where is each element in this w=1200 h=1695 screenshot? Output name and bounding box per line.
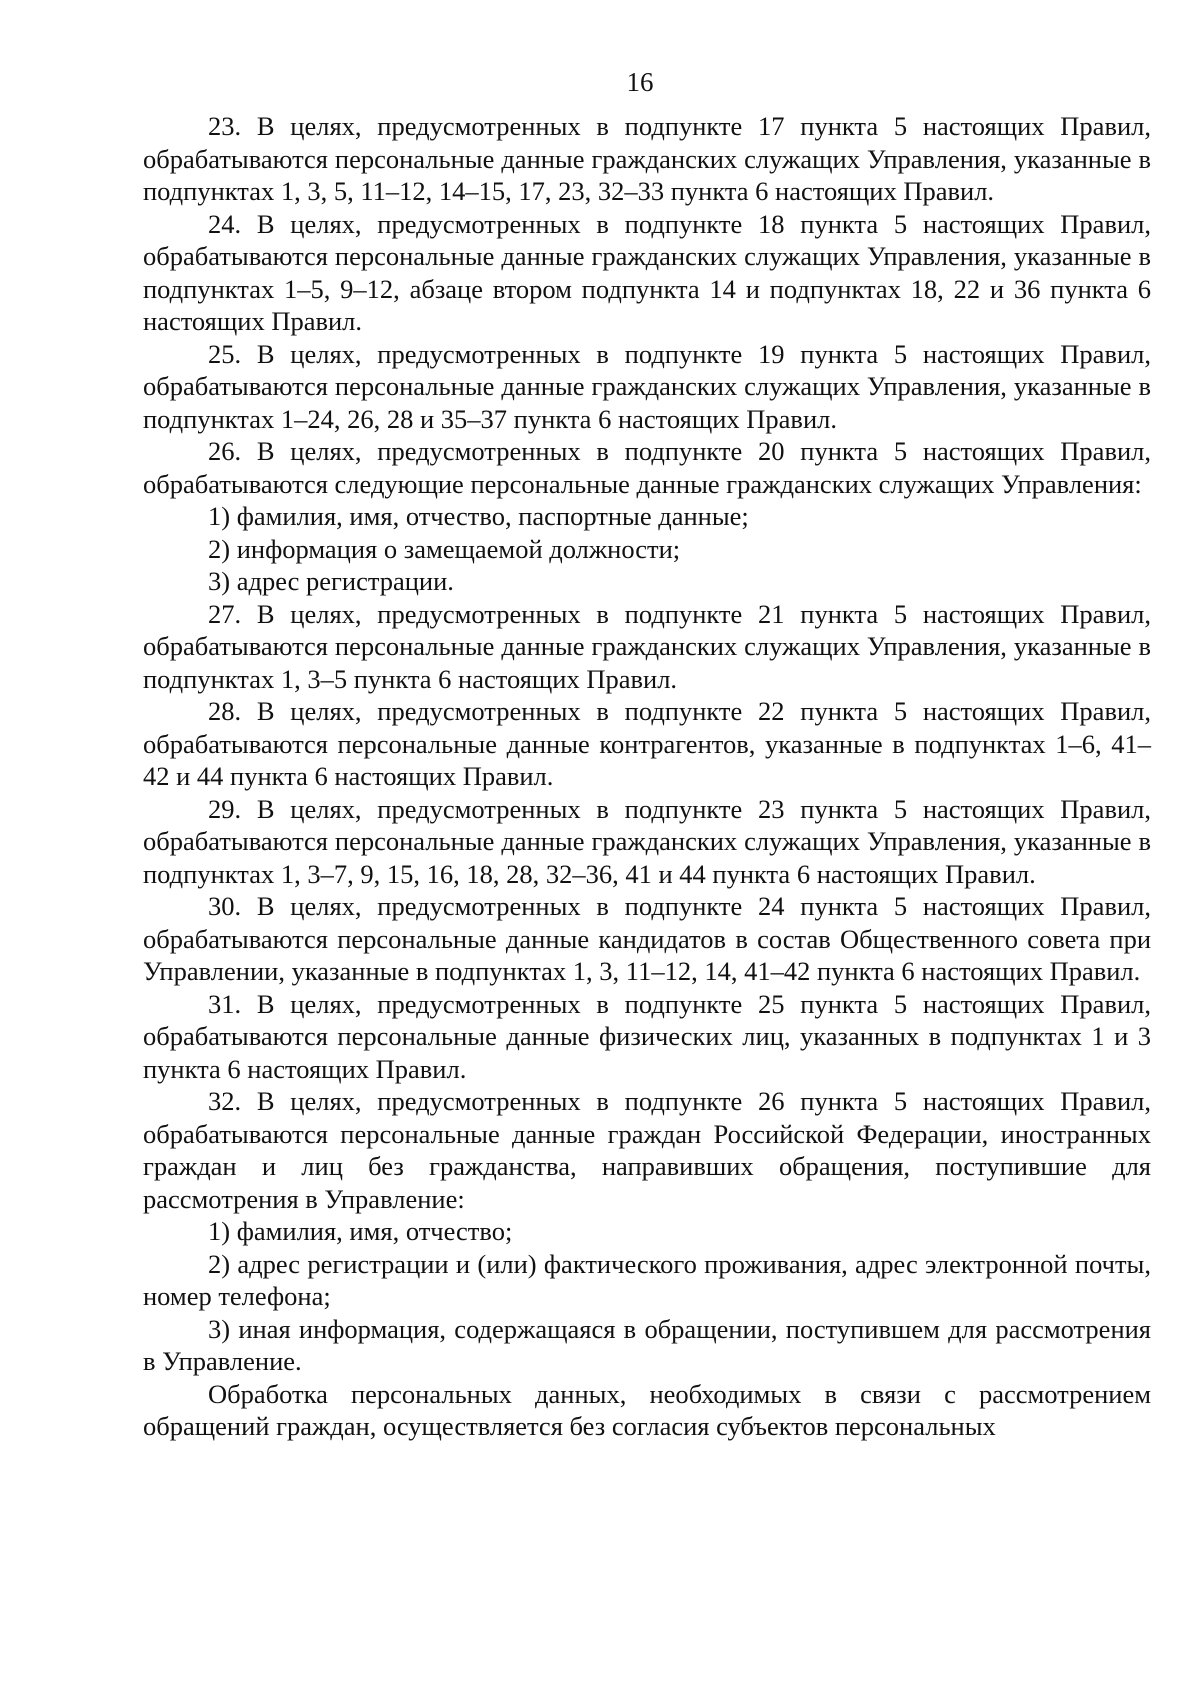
- paragraph-31: 31. В целях, предусмотренных в подпункте 25 пункта 5 настоящих Правил, обрабатываются персональные данные физических лиц, указанных в подпунктах 1 и 3 пункта 6 настоящих Правил.: [143, 988, 1151, 1084]
- paragraph-32: 32. В целях, предусмотренных в подпункте 26 пункта 5 настоящих Правил, обрабатываются персональные данные граждан Российской Федерации, иностранных граждан и лиц без гражданства, направивших обращения, поступившие для рассмотрения в Управление:: [143, 1086, 1151, 1214]
- paragraph-25: 25. В целях, предусмотренных в подпункте 19 пункта 5 настоящих Правил, обрабатываются персональные данные гражданских служащих Управления, указанные в подпунктах 1–24, 26, 28 и 35–37 пункта 6 настоящих Правил.: [143, 338, 1151, 434]
- list-item: 3) адрес регистрации.: [208, 566, 454, 596]
- page-number: 16: [626, 67, 654, 97]
- list-item: 2) адрес регистрации и (или) фактического проживания, адрес электронной почты, номер телефона;: [143, 1248, 1151, 1311]
- paragraph-24: 24. В целях, предусмотренных в подпункте 18 пункта 5 настоящих Правил, обрабатываются персональные данные гражданских служащих Управления, указанные в подпунктах 1–5, 9–12, абзаце втором подпункта 14 и подпунктах 18, 22 и 36 пункта 6 настоящих Правил.: [143, 208, 1151, 336]
- paragraph-30: 30. В целях, предусмотренных в подпункте 24 пункта 5 настоящих Правил, обрабатываются персональные данные кандидатов в состав Общественного совета при Управлении, указанные в подпунктах 1, 3, 11–12, 14, 41–42 пункта 6 настоящих Правил.: [143, 891, 1151, 986]
- document-body: [143, 110, 1151, 1443]
- list-item: 1) фамилия, имя, отчество, паспортные данные;: [208, 501, 749, 531]
- paragraph-29: 29. В целях, предусмотренных в подпункте 23 пункта 5 настоящих Правил, обрабатываются персональные данные гражданских служащих Управления, указанные в подпунктах 1, 3–7, 9, 15, 16, 18, 28, 32–36, 41 и 44 пункта 6 настоящих Правил.: [143, 793, 1151, 889]
- list-item: 1) фамилия, имя, отчество;: [208, 1216, 513, 1246]
- paragraph-26: 26. В целях, предусмотренных в подпункте 20 пункта 5 настоящих Правил, обрабатываются следующие персональные данные гражданских служащих Управления:: [143, 436, 1151, 499]
- paragraph-27: 27. В целях, предусмотренных в подпункте 21 пункта 5 настоящих Правил, обрабатываются персональные данные гражданских служащих Управления, указанные в подпунктах 1, 3–5 пункта 6 настоящих Правил.: [143, 598, 1151, 694]
- paragraph-28: 28. В целях, предусмотренных в подпункте 22 пункта 5 настоящих Правил, обрабатываются персональные данные контрагентов, указанные в подпунктах 1–6, 41–42 и 44 пункта 6 настоящих Правил.: [143, 696, 1151, 791]
- closing-paragraph: Обработка персональных данных, необходимых в связи с рассмотрением обращений граждан, осуществляется без согласия субъектов персональных: [143, 1378, 1151, 1441]
- list-item: 2) информация о замещаемой должности;: [208, 533, 681, 564]
- list-item: 3) иная информация, содержащаяся в обращении, поступившем для рассмотрения в Управление.: [143, 1313, 1151, 1376]
- paragraph-23: 23. В целях, предусмотренных в подпункте 17 пункта 5 настоящих Правил, обрабатываются персональные данные гражданских служащих Управления, указанные в подпунктах 1, 3, 5, 11–12, 14–15, 17, 23, 32–33 пункта 6 настоящих Правил.: [143, 111, 1151, 206]
